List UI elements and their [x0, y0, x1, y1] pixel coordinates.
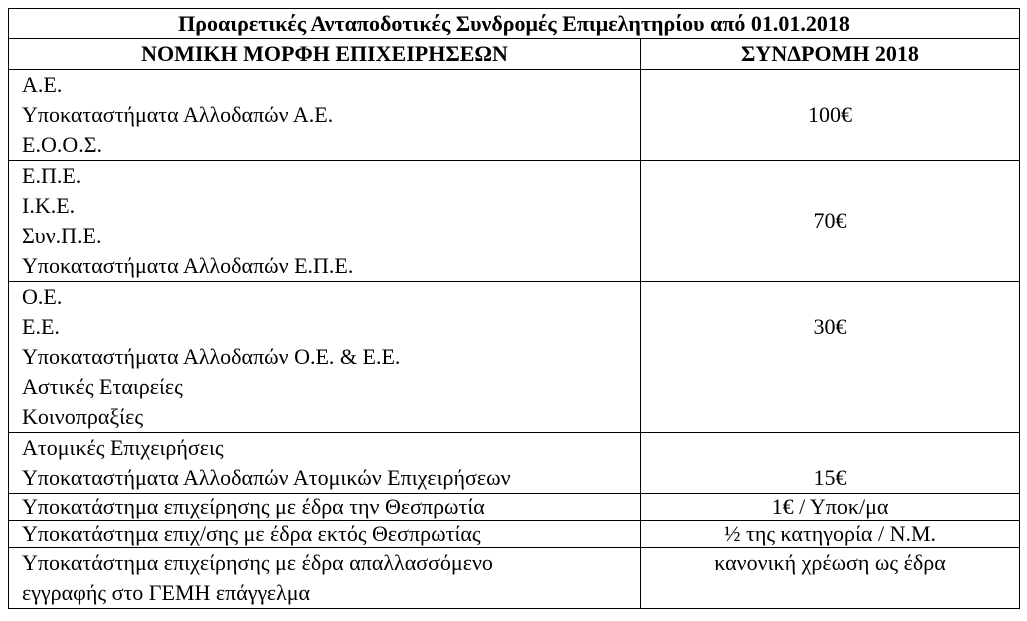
- fee-cell: 100€: [641, 70, 1020, 161]
- legal-form-cell: [9, 494, 641, 521]
- legal-form-item: Συν.Π.Ε.: [22, 223, 102, 248]
- table-row: [9, 70, 1020, 161]
- legal-form-item: Ατομικές Επιχειρήσεις: [22, 435, 224, 460]
- legal-form-item: Αστικές Εταιρείες: [22, 374, 183, 399]
- legal-form-item: Ο.Ε.: [22, 284, 63, 309]
- title-row: [9, 9, 1020, 39]
- legal-form-cell: [9, 282, 641, 433]
- fee-cell: 70€: [641, 161, 1020, 282]
- legal-form-item: Ι.Κ.Ε.: [22, 193, 76, 218]
- fee-cell: κανονική χρέωση ως έδρα: [641, 548, 1020, 609]
- legal-form-item: Κοινοπραξίες: [22, 404, 144, 429]
- fee-cell: 30€: [641, 282, 1020, 433]
- fee-cell: ½ της κατηγορία / Ν.Μ.: [641, 521, 1020, 548]
- table-row: [9, 282, 1020, 433]
- legal-form-item: Υποκατάστημα επιχείρησης με έδρα την Θεσπρωτία: [22, 494, 485, 519]
- table-row: [9, 548, 1020, 609]
- table-row: [9, 521, 1020, 548]
- column-header-legal-form: ΝΟΜΙΚΗ ΜΟΡΦΗ ΕΠΙΧΕΙΡΗΣΕΩΝ: [9, 39, 641, 70]
- header-row: [9, 39, 1020, 70]
- table-title: Προαιρετικές Ανταποδοτικές Συνδρομές Επιμελητηρίου από 01.01.2018: [9, 9, 1020, 39]
- legal-form-item: Α.Ε.: [22, 72, 63, 97]
- legal-form-item: Υποκαταστήματα Αλλοδαπών Ο.Ε. & Ε.Ε.: [22, 344, 401, 369]
- legal-form-cell: [9, 548, 641, 609]
- table-row: [9, 161, 1020, 282]
- legal-form-item: Υποκαταστήματα Αλλοδαπών Ατομικών Επιχειρήσεων: [22, 465, 511, 490]
- legal-form-item: Υποκατάστημα επιχείρησης με έδρα απαλλασσόμενο: [22, 550, 493, 575]
- legal-form-cell: [9, 521, 641, 548]
- fee-cell: 15€: [641, 433, 1020, 494]
- subscription-fees-table: [8, 8, 1020, 609]
- legal-form-cell: [9, 70, 641, 161]
- legal-form-item: Ε.Ο.Ο.Σ.: [22, 132, 103, 157]
- legal-form-item: Υποκατάστημα επιχ/σης με έδρα εκτός Θεσπρωτίας: [22, 521, 481, 546]
- legal-form-cell: [9, 433, 641, 494]
- legal-form-item: Υποκαταστήματα Αλλοδαπών Α.Ε.: [22, 102, 334, 127]
- table-row: [9, 433, 1020, 494]
- legal-form-item: Ε.Π.Ε.: [22, 163, 82, 188]
- column-header-subscription: ΣΥΝΔΡΟΜΗ 2018: [641, 39, 1020, 70]
- legal-form-cell: [9, 161, 641, 282]
- legal-form-item: εγγραφής στο ΓΕΜΗ επάγγελμα: [22, 580, 311, 605]
- legal-form-item: Υποκαταστήματα Αλλοδαπών Ε.Π.Ε.: [22, 253, 354, 278]
- fee-cell: 1€ / Υποκ/μα: [641, 494, 1020, 521]
- table-row: [9, 494, 1020, 521]
- legal-form-item: Ε.Ε.: [22, 314, 60, 339]
